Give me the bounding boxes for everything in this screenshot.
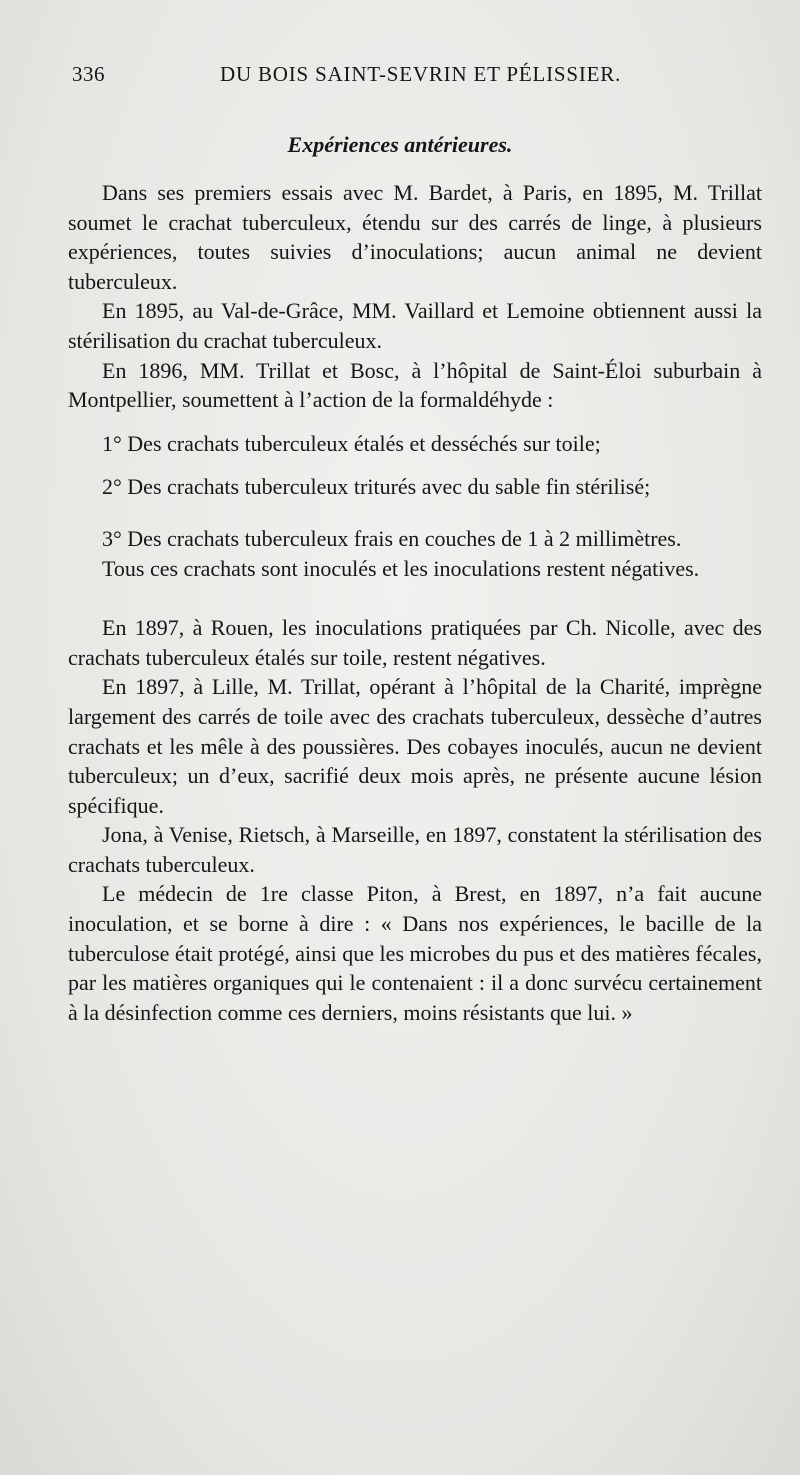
paragraph: Dans ses premiers essais avec M. Bardet, à Paris, en 1895, M. Trillat soumet le crachat tuberculeux, étendu sur des carrés de linge, à plusieurs expériences, toutes suivies d’inoculations; aucun animal ne devient tuberculeux. <box>68 180 762 294</box>
page-number: 336 <box>72 62 105 86</box>
list-item: 1° Des crachats tuberculeux étalés et desséchés sur toile; <box>102 430 601 456</box>
page-header <box>72 62 762 90</box>
list-item: 2° Des crachats tuberculeux triturés avec du sable fin stérilisé; <box>102 474 651 500</box>
body-text <box>68 178 762 1027</box>
paragraph: En 1897, à Lille, M. Trillat, opérant à l’hôpital de la Charité, imprègne largement des carrés de toile avec des crachats tuberculeux, dessèche d’autres crachats et les mêle à des poussières. Des cobayes inoculés, aucun ne devient tuberculeux; un d’eux, sacrifié deux mois après, ne présente aucune lésion spécifique. <box>68 674 762 818</box>
paragraph: En 1897, à Rouen, les inoculations pratiquées par Ch. Nicolle, avec des crachats tuberculeux étalés sur toile, restent négatives. <box>68 615 762 670</box>
list-item: 3° Des crachats tuberculeux frais en couches de 1 à 2 millimètres. <box>102 525 682 551</box>
running-head: DU BOIS SAINT-SEVRIN ET PÉLISSIER. <box>220 62 622 86</box>
paragraph: Le médecin de 1re classe Piton, à Brest, en 1897, n’a fait aucune inoculation, et se borne à dire : « Dans nos expériences, le bacille de la tuberculose était protégé, ainsi que les microbes du pus et des matières fécales, par les matières organiques qui le contenaient : il a donc survécu certainement à la désinfection comme ces derniers, moins résistants que lui. » <box>68 881 762 1025</box>
section-title: Expériences antérieures. <box>287 132 513 157</box>
paragraph: En 1896, MM. Trillat et Bosc, à l’hôpital de Saint-Éloi suburbain à Montpellier, soumettent à l’action de la formaldéhyde : <box>68 357 762 413</box>
paragraph: Tous ces crachats sont inoculés et les inoculations restent négatives. <box>102 555 700 581</box>
paragraph: En 1895, au Val-de-Grâce, MM. Vaillard et Lemoine obtiennent aussi la stérilisation du crachat tuberculeux. <box>68 298 762 353</box>
paragraph: Jona, à Venise, Rietsch, à Marseille, en 1897, constatent la stérilisation des crachats tuberculeux. <box>68 822 762 877</box>
